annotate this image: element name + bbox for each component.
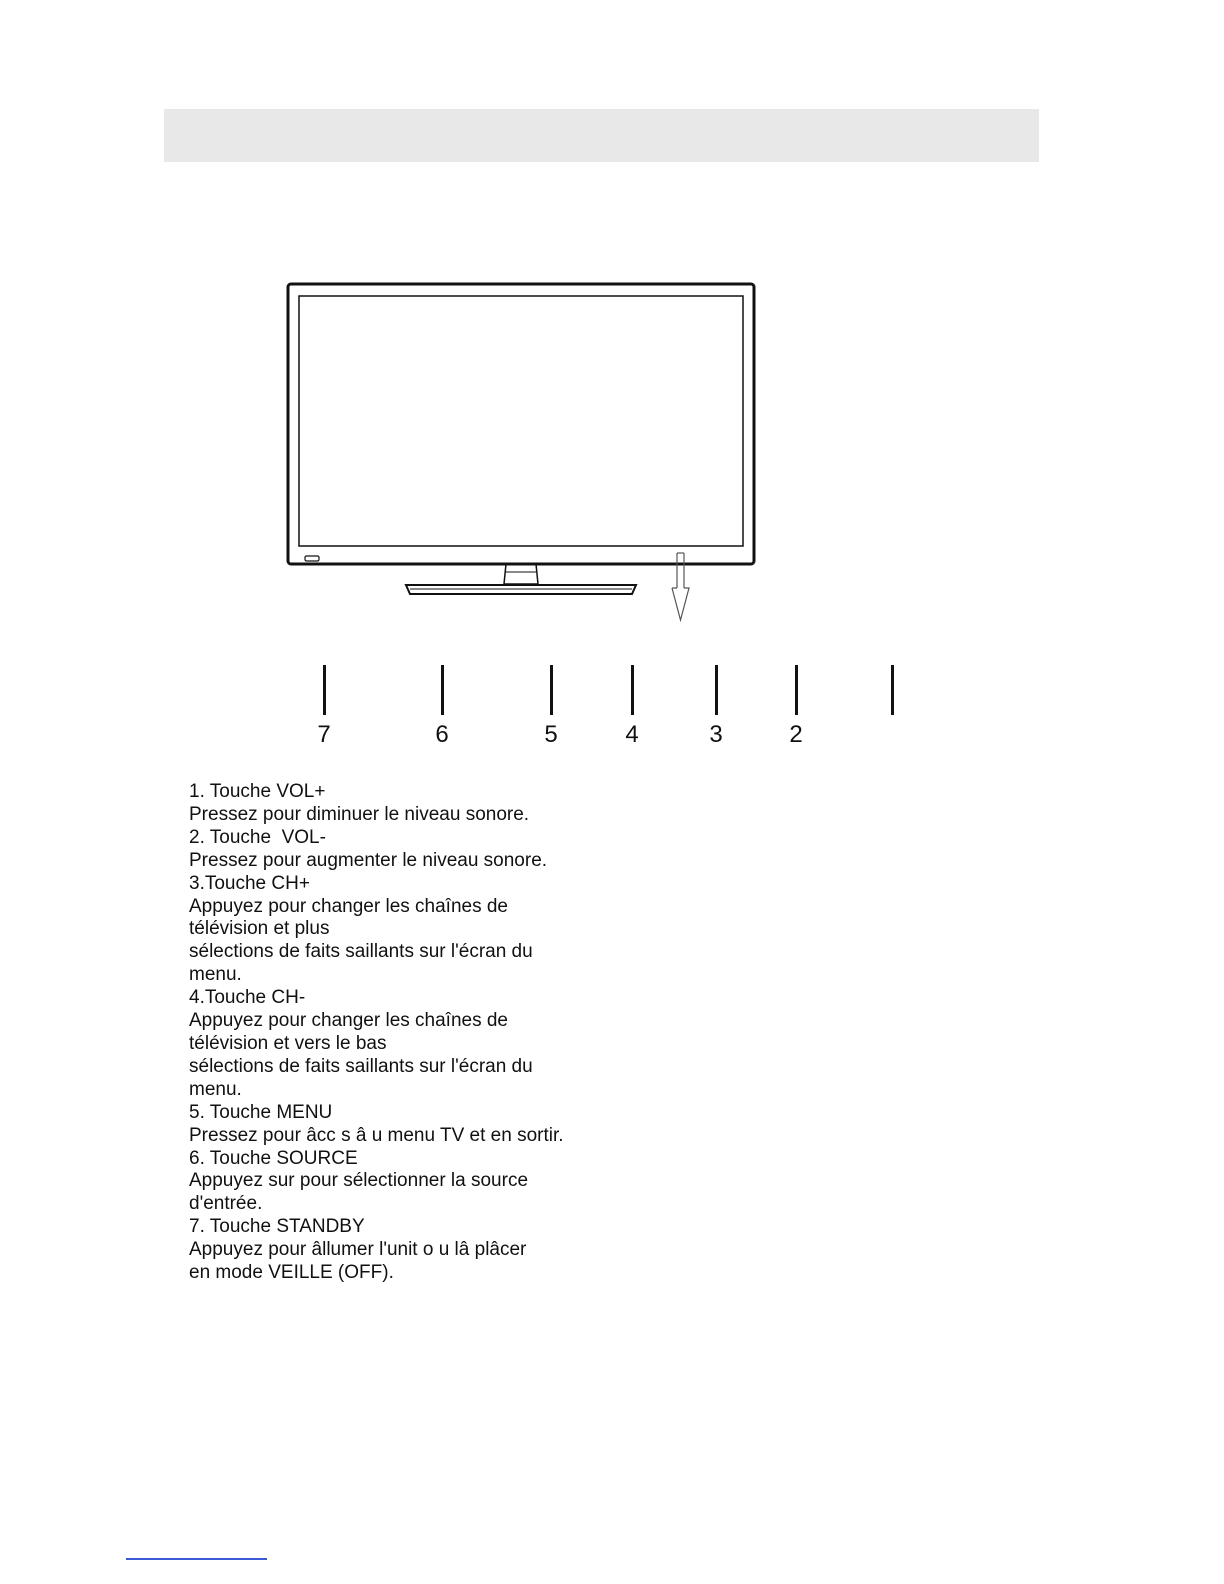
desc-line: télévision et vers le bas — [189, 1032, 387, 1054]
marker-label-6: 6 — [435, 721, 449, 748]
desc-line: 2. Touche VOL- — [189, 826, 326, 848]
marker-line-6 — [441, 665, 444, 715]
desc-line: 7. Touche STANDBY — [189, 1216, 365, 1238]
desc-line: Pressez pour âcc s â u menu TV et en sortir. — [189, 1124, 564, 1146]
marker-line-5 — [550, 665, 553, 715]
desc-line: Appuyez pour changer les chaînes de — [189, 895, 508, 917]
desc-line: menu. — [189, 964, 242, 986]
desc-line: menu. — [189, 1078, 242, 1100]
tv-screen — [299, 296, 743, 546]
marker-label-7: 7 — [317, 721, 331, 748]
desc-line: Appuyez pour âllumer l'unit o u lâ plâcer — [189, 1239, 527, 1261]
marker-label-4: 4 — [625, 721, 639, 748]
desc-line: Pressez pour augmenter le niveau sonore. — [189, 849, 548, 871]
marker-line-4 — [631, 665, 634, 715]
desc-line: en mode VEILLE (OFF). — [189, 1262, 394, 1284]
desc-line: d'entrée. — [189, 1193, 263, 1215]
marker-label-5: 5 — [544, 721, 558, 748]
tv-outer-frame — [288, 284, 754, 564]
desc-line: 5. Touche MENU — [189, 1101, 333, 1123]
desc-line: sélections de faits saillants sur l'écran du — [189, 941, 533, 963]
marker-line-1 — [891, 665, 894, 715]
marker-line-3 — [715, 665, 718, 715]
footnote-divider — [126, 1558, 267, 1560]
desc-line: 3.Touche CH+ — [189, 872, 310, 894]
marker-line-2 — [795, 665, 798, 715]
marker-label-2: 2 — [789, 721, 803, 748]
marker-label-3: 3 — [709, 721, 723, 748]
desc-line: Appuyez sur pour sélectionner la source — [189, 1170, 529, 1192]
button-descriptions — [189, 781, 789, 1285]
desc-line: Pressez pour diminuer le niveau sonore. — [189, 803, 530, 825]
standby-indicator-icon — [305, 556, 319, 561]
desc-line: sélections de faits saillants sur l'écran du — [189, 1055, 533, 1077]
desc-line: Appuyez pour changer les chaînes de — [189, 1010, 508, 1032]
tv-stand-base — [406, 585, 636, 594]
tv-stand-neck — [504, 564, 538, 584]
desc-line: 4.Touche CH- — [189, 987, 306, 1009]
desc-line: 6. Touche SOURCE — [189, 1147, 358, 1169]
desc-line: télévision et plus — [189, 918, 330, 940]
marker-line-7 — [323, 665, 326, 715]
desc-line: 1. Touche VOL+ — [189, 781, 326, 802]
tv-front-diagram — [0, 0, 1224, 640]
